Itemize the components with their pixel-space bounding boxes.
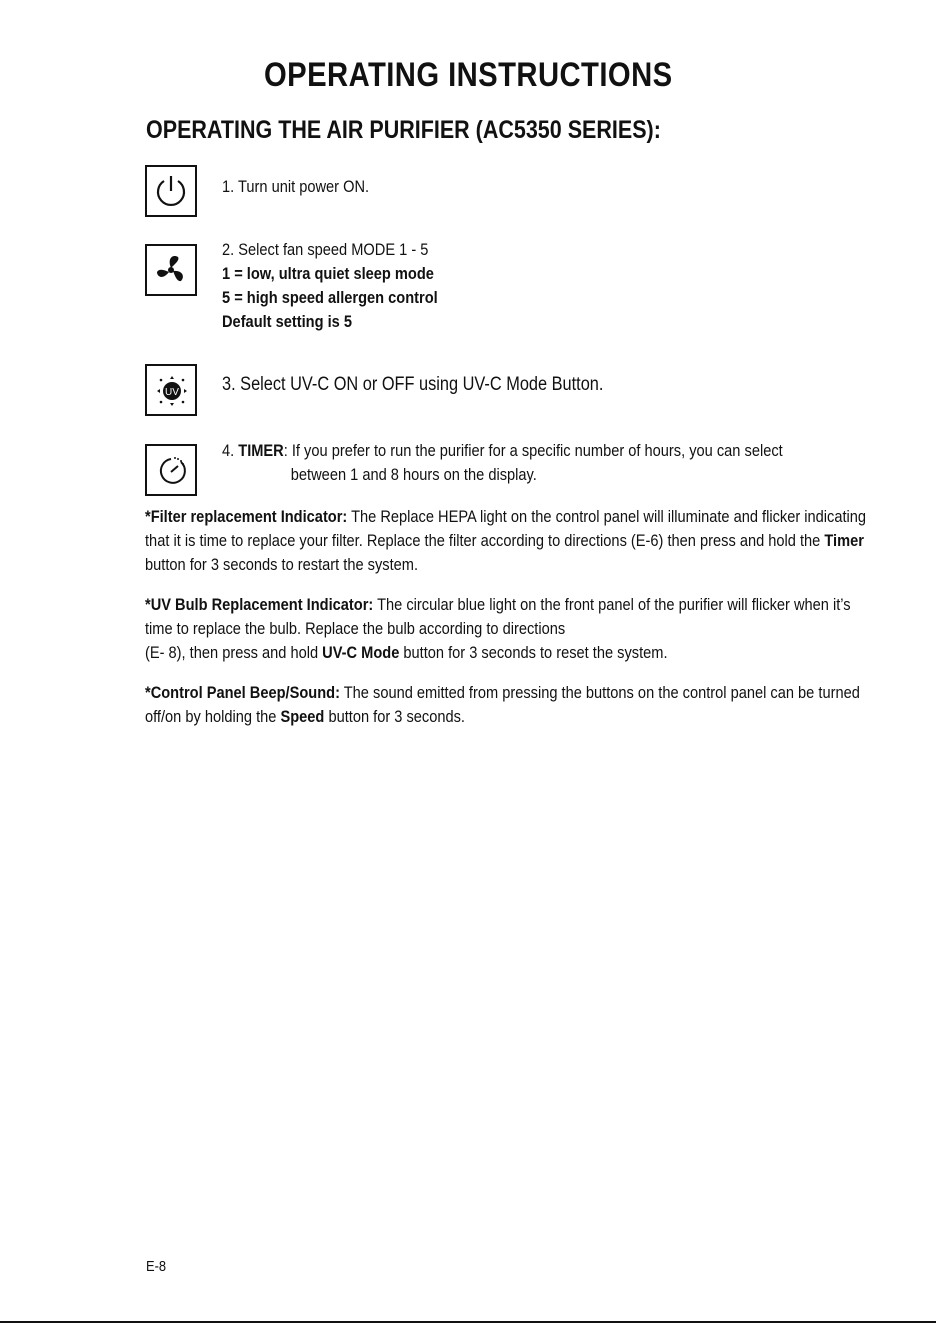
- uv-bulb-text-2: (E- 8), then press and hold: [145, 643, 323, 662]
- timer-step-prefix: 4.: [222, 441, 239, 460]
- beep-sound-text-end: button for 3 seconds.: [324, 707, 465, 726]
- fan-low-mode-line: 1 = low, ultra quiet sleep mode: [222, 264, 434, 283]
- timer-label: TIMER: [238, 441, 284, 460]
- uv-c-icon: [147, 366, 195, 414]
- uv-c-mode-button-ref: UV-C Mode: [322, 643, 400, 662]
- uv-icon-label: UV: [165, 387, 179, 398]
- timer-description-cont: between 1 and 8 hours on the display.: [290, 465, 537, 484]
- step-fan-text: [222, 238, 438, 334]
- uv-bulb-text: The circular blue light on the front panel of the purifier will flicker when it’s time to replace the bulb. Replace the bulb according to directions: [145, 595, 851, 638]
- uv-bulb-text-end: button for 3 seconds to reset the system.: [399, 643, 668, 662]
- timer-button-icon-box: [145, 444, 197, 496]
- uv-button-icon-box: [145, 364, 197, 416]
- page-number: E-8: [146, 1258, 167, 1275]
- beep-sound-note: [145, 681, 867, 729]
- fan-button-icon-box: [145, 244, 197, 296]
- fan-step-line: 2. Select fan speed MODE 1 - 5: [222, 240, 429, 259]
- power-button-icon-box: [145, 165, 197, 217]
- filter-indicator-text: The Replace HEPA light on the control panel will illuminate and flicker indicating that it is time to replace your filter. Replace the filter according to directions (E-6) then press and hold the: [145, 507, 867, 550]
- beep-sound-heading: *Control Panel Beep/Sound:: [145, 683, 340, 702]
- filter-indicator-note: [145, 505, 867, 577]
- section-title: OPERATING THE AIR PURIFIER (AC5350 SERIES):: [146, 116, 661, 144]
- bottom-rule: [0, 1321, 936, 1323]
- timer-icon: [147, 446, 195, 494]
- filter-indicator-text-end: button for 3 seconds to restart the system.: [145, 555, 419, 574]
- speed-button-ref: Speed: [280, 707, 325, 726]
- page-title: OPERATING INSTRUCTIONS: [264, 56, 673, 94]
- timer-description: : If you prefer to run the purifier for a specific number of hours, you can select: [283, 441, 783, 460]
- step-power-text: 1. Turn unit power ON.: [222, 177, 370, 196]
- uv-bulb-heading: *UV Bulb Replacement Indicator:: [145, 595, 374, 614]
- step-timer-text: [222, 439, 783, 487]
- timer-button-ref: Timer: [824, 531, 864, 550]
- beep-sound-text: The sound emitted from pressing the buttons on the control panel can be turned off/on by holding the: [145, 683, 860, 726]
- fan-icon: [147, 246, 195, 294]
- uv-bulb-indicator-note: [145, 593, 867, 665]
- power-icon: [147, 167, 195, 215]
- fan-default-line: Default setting is 5: [222, 312, 352, 331]
- step-uv-text: 3. Select UV-C ON or OFF using UV-C Mode Button.: [222, 374, 604, 395]
- fan-high-mode-line: 5 = high speed allergen control: [222, 288, 438, 307]
- filter-indicator-heading: *Filter replacement Indicator:: [145, 507, 348, 526]
